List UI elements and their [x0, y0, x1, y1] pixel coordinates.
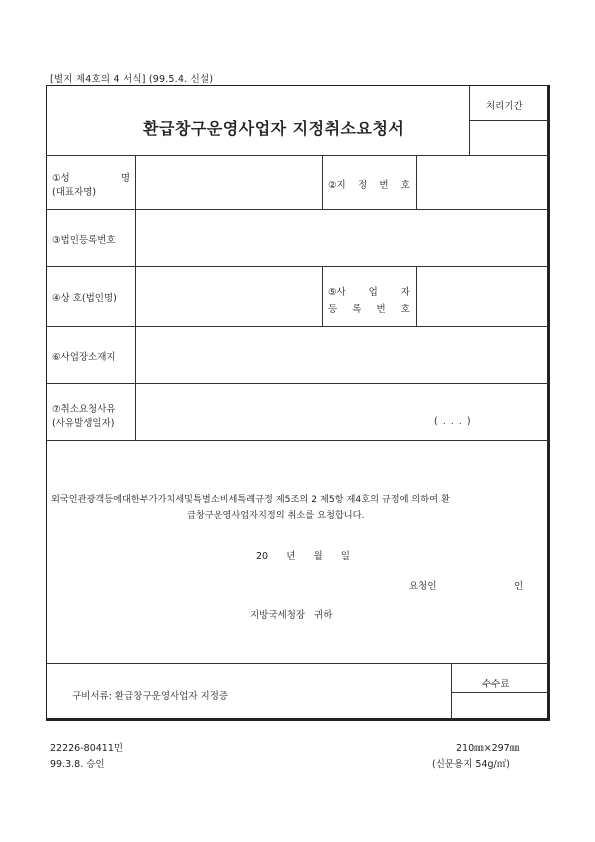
requester-name-field[interactable]	[450, 574, 510, 590]
fee-label: 수수료	[482, 679, 510, 690]
corp-reg-number-field[interactable]	[136, 210, 547, 265]
date-placeholder: ( . . . )	[434, 416, 472, 427]
paper-size: 210㎜×297㎜	[456, 743, 520, 754]
cancel-reason-field[interactable]	[136, 384, 547, 439]
form-number-header: [별지 제4호의 4 서식] (99.5.4. 신설)	[50, 74, 214, 85]
biz-location-field[interactable]	[136, 327, 547, 382]
request-date: 20 년 월 일	[256, 551, 350, 562]
name-field[interactable]	[136, 156, 321, 208]
form-title: 환급창구운영사업자 지정취소요청서	[143, 119, 405, 138]
requester-label: 요청인	[409, 581, 437, 592]
addressee: 지방국세청장 귀하	[250, 610, 333, 621]
request-text-line2: 급창구운영사업자지정의 취소를 요청합니다.	[187, 510, 365, 521]
trade-name-label: ④상 호(법인명)	[52, 293, 117, 304]
attachments-label: 구비서류: 환급창구운영사업자 지정증	[72, 691, 229, 702]
cancel-reason-label: ⑦취소요청사유	[52, 404, 116, 415]
processing-period-label: 처리기간	[486, 101, 523, 112]
form-code: 22226-80411민	[50, 743, 124, 754]
biz-location-label: ⑥사업장소재지	[52, 352, 116, 363]
biz-reg-number-label: ⑤사 업 자 등 록 번 호	[328, 287, 410, 315]
biz-reg-number-field[interactable]	[417, 267, 547, 325]
request-text-line1: 외국인관광객등에대한부가가치세및특별소비세특례규정 제5조의 2 제5항 제4호의 규정에 의하여 환	[51, 494, 450, 505]
cancel-date-label: (사유발생일자)	[52, 418, 115, 429]
seal-mark: 인	[514, 581, 524, 592]
designation-number-label: ②지 정 번 호	[328, 180, 410, 191]
approval-date: 99.3.8. 승인	[50, 759, 105, 770]
corp-reg-number-label: ③법인등록번호	[52, 235, 116, 246]
representative-label: (대표자명)	[52, 187, 97, 198]
name-label: ①성 명	[52, 173, 130, 184]
designation-number-field[interactable]	[417, 156, 547, 208]
trade-name-field[interactable]	[136, 267, 321, 325]
paper-type: (신문용지 54g/㎡)	[432, 759, 510, 770]
fee-field[interactable]	[452, 693, 547, 719]
